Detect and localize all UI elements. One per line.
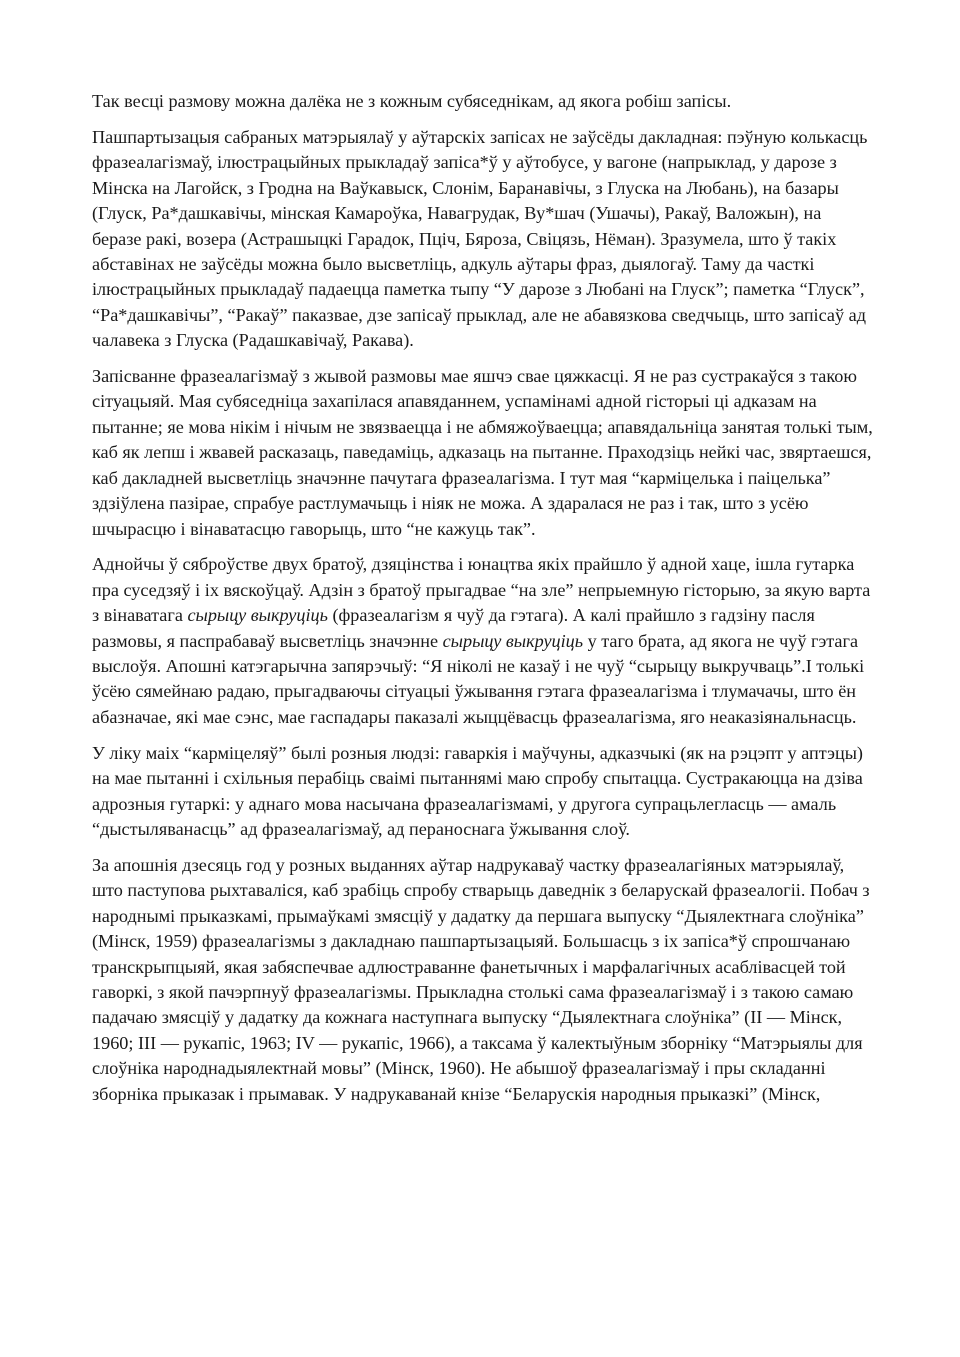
paragraph-2: Пашпартызацыя сабраных матэрыялаў у аўтарскіх запісах не заўсёды дакладная: пэўную колькасць фразеалагізмаў, ілюстрацыйных прыкладаў запіса*ў у аўтобусе, у вагоне (напрыклад, у дарозе з Мінска на Лагойск, з Гродна на Ваўкавыск, Слонім, Баранавічы, з Глуска на Любань), на базары (Глуск, Ра*дашкавічы, мінская Камароўка, Навагрудак, Ву*шач (Ушачы), Ракаў, Валожын), на беразе ракі, возера (Астрашыцкі Гарадок, Пціч, Бяроза, Свіцязь, Нёман). Зразумела, што ў такіх абставінах не заўсёды можна было высветліць, адкуль аўтары фраз, дыялогаў. Таму да часткі ілюстрацыйных прыкладаў падаецца паметка тыпу “У дарозе з Любані на Глуск”; паметка “Глуск”, “Ра*дашкавічы”, “Ракаў” паказвае, дзе запісаў прыклад, але не абавязкова сведчыць, што запісаў ад чалавека з Глуска (Радашкавічаў, Ракава). bbox=[92, 126, 868, 351]
phrase-italic-2: сырыцу выкруціць bbox=[442, 630, 584, 651]
phrase-italic-1: сырыцу выкруціць bbox=[187, 605, 328, 626]
document-page bbox=[92, 89, 874, 1117]
paragraph-3: Запісванне фразеалагізмаў з жывой размовы мае яшчэ свае цяжкасці. Я не раз сустракаўся з такою сітуацыяй. Мая субяседніца захапілася апавяданнем, успамінамі адной гісторыі ці адказам на пытанне; яе мова нікім і нічым не звязваецца і не абмяжоўваецца; апавядальніца занятая толькі тым, каб як лепш і жвавей расказаць, паведаміць, адказаць на пытанне. Праходзіць нейкі час, звяртаешся, каб дакладней высветліць значэнне пачутага фразеалагізма. І тут мая “карміцелька і паіцелька” здзіўлена пазірае, спрабуе растлумачыць і ніяк не можа. А здаралася не раз і так, што з усёю шчырасцю і вінаватасцю гаворыць, што “не кажуць так”. bbox=[92, 366, 873, 539]
paragraph-4-text-3: у таго брата, ад якога не чуў гэтага выслоўя. Апошні катэгарычна запярэчыў: “Я ніколі не казаў і не чуў “сырыцу выкручваць”.І толькі ўсёю сямейнаю радаю, прыгадваючы сітуацыі ўжывання гэтага фразеалагізма і тлумачачы, што ён абазначае, які мае сэнс, мае гаспадары паказалі жыццёвасць фразеалагізма, яго неаказіянальнасць. bbox=[92, 630, 865, 727]
paragraph-4-text-2: (фразеалагізм я чуў да гэтага). А калі прайшло з гадзіну пасля размовы, я паспрабаваў высветліць значэнне bbox=[92, 605, 815, 651]
paragraph-4-text-1: Аднойчы ў сяброўстве двух братоў, дзяцінства і юнацтва якіх прайшло ў адной хаце, ішла гутарка пра суседзяў і іх вяскоўцаў. Адзін з братоў прыгадвае “на зле” непрыемную гісторыю, за якую варта з вінаватага bbox=[92, 554, 871, 626]
paragraph-6: За апошнія дзесяць год у розных выданнях аўтар надрукаваў частку фразеалагіяных матэрыялаў, што паступова рыхтаваліся, каб зрабіць спробу стварыць даведнік з беларускай фразеалогіі. Побач з народнымі прыказкамі, прымаўкамі змясціў у дадатку да першага выпуску “Дыялектнага слоўніка” (Мінск, 1959) фразеалагізмы з дакладнаю пашпартызацыяй. Большасць з іх запіса*ў спрошчанаю транскрыпцыяй, якая забяспечвае адлюстраванне фанетычных і марфалагічных асаблівасцей той гаворкі, з якой пачэрпнуў фразеалагізмы. Прыкладна столькі сама фразеалагізмаў і з такою самаю падачаю змясціў у дадатку да кожнага наступнага выпуску “Дыялектнага слоўніка” (II — Мінск, 1960; III — рукапіс, 1963; IV — рукапіс, 1966), а таксама ў калектыўным зборніку “Матэрыялы для слоўніка народнадыялектнай мовы” (Мінск, 1960). Не абышоў фразеалагізмаў і пры складанні зборніка прыказак і прымавак. У надрукаванай кнізе “Беларускія народныя прыказкі” (Мінск, bbox=[92, 854, 870, 1104]
paragraph-4 bbox=[92, 552, 874, 730]
paragraph-5: У ліку маіх “карміцеляў” былі розныя людзі: гаваркія і маўчуны, адказчыкі (як на рэцэпт у аптэцы) на мае пытанні і схільныя перабіць сваімі пытаннямі маю спробу спытацца. Сустракаюцца на дзіва адрозныя гутаркі: у аднаго мова насычана фразеалагізмамі, у другога супрацьлегласць — амаль “дыстыляванасць” ад фразеалагізмаў, ад пераноснага ўжывання слоў. bbox=[92, 742, 863, 839]
paragraph-1: Так весці размову можна далёка не з кожным субяседнікам, ад якога робіш запісы. bbox=[92, 91, 732, 111]
